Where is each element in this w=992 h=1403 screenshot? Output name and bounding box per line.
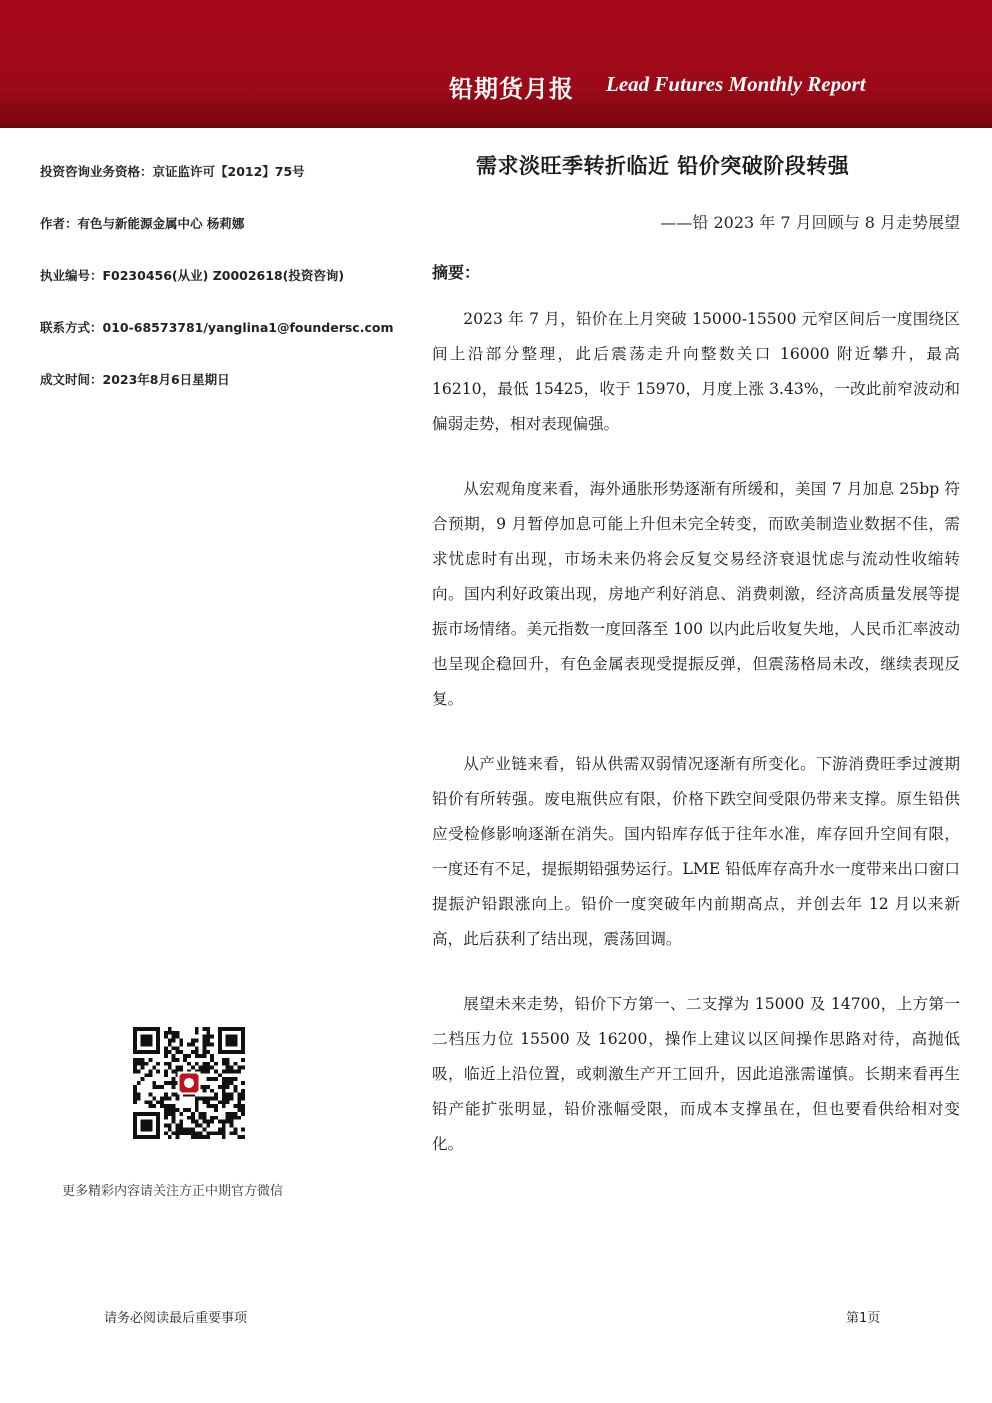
abstract-label: 摘要：: [432, 263, 481, 282]
meta-license: 执业编号：F0230456(从业) Z0002618(投资咨询): [40, 268, 345, 283]
qr-code-icon: [133, 1027, 245, 1139]
meta-date: 成文时间：2023年8月6日星期日: [40, 372, 230, 387]
abstract-body: [432, 302, 960, 1192]
footer-notice: 请务必阅读最后重要事项: [104, 1311, 248, 1326]
report-title: 需求淡旺季转折临近 铅价突破阶段转强: [476, 154, 850, 178]
abstract-paragraph-outlook: 展望未来走势，铅价下方第一、二支撑为 15000 及 14700，上方第一二档压力位 15500 及 16200，操作上建议以区间操作思路对待，高抛低吸，临近上沿位置，或刺激生产开工回升，因此追涨需谨慎。长期来看再生铅产能扩张明显，铅价涨幅受限，而成本支撑虽在，但也要看供给相对变化。: [432, 995, 960, 1153]
abstract-paragraph-review: 2023 年 7 月，铅价在上月突破 15000-15500 元窄区间后一度围绕区间上沿部分整理，此后震荡走升向整数关口 16000 附近攀升，最高 16210，最低 15425，收于 15970，月度上涨 3.43%，一改此前窄波动和偏弱走势，相对表现偏强。: [432, 310, 960, 433]
meta-qualification: 投资咨询业务资格：京证监许可【2012】75号: [40, 164, 305, 179]
report-header: [0, 0, 992, 128]
abstract-paragraph-industry: 从产业链来看，铅从供需双弱情况逐渐有所变化。下游消费旺季过渡期铅价有所转强。废电瓶供应有限，价格下跌空间受限仍带来支撑。原生铅供应受检修影响逐渐在消失。国内铅库存低于往年水准，库存回升空间有限，一度还有不足，提振期铅强势运行。LME 铅低库存高升水一度带来出口窗口提振沪铅跟涨向上。铅价一度突破年内前期高点，并创去年 12 月以来新高，此后获利了结出现，震荡回调。: [432, 755, 960, 948]
page-number: 第1页: [846, 1311, 881, 1326]
abstract-paragraph-macro: 从宏观角度来看，海外通胀形势逐渐有所缓和，美国 7 月加息 25bp 符合预期，9 月暂停加息可能上升但未完全转变，而欧美制造业数据不佳，需求忧虑时有出现，市场未来仍将会反复交易经济衰退忧虑与流动性收缩转向。国内利好政策出现，房地产利好消息、消费刺激，经济高质量发展等提振市场情绪。美元指数一度回落至 100 以内此后收复失地，人民币汇率波动也呈现企稳回升，有色金属表现受提振反弹，但震荡格局未改，继续表现反复。: [432, 480, 960, 708]
meta-contact: 联系方式：010-68573781/yanglina1@foundersc.com: [40, 320, 394, 335]
header-title-en: Lead Futures Monthly Report: [606, 72, 866, 96]
author-meta: [40, 163, 400, 423]
report-subtitle: ——铅 2023 年 7 月回顾与 8 月走势展望: [660, 213, 960, 232]
header-title-cn: 铅期货月报: [449, 75, 574, 103]
qr-caption: 更多精彩内容请关注方正中期官方微信: [62, 1184, 284, 1199]
meta-author: 作者：有色与新能源金属中心 杨莉娜: [40, 216, 245, 231]
